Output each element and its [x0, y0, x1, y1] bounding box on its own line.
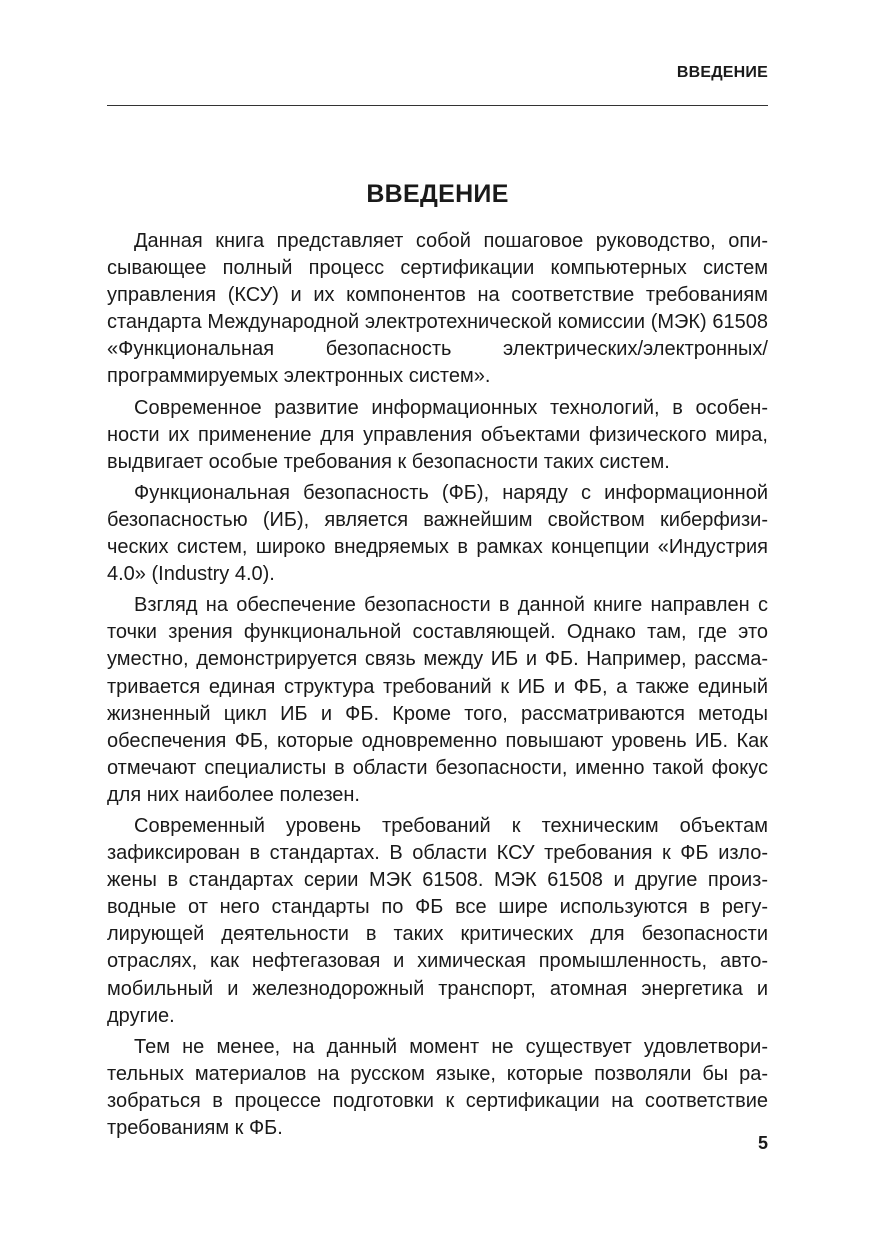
- paragraph: Тем не менее, на данный момент не существует удовлетворительных материалов на русском языке, которые позволяли бы разобраться в процессе подготовки к сертификации на соответствие требованиям к ФБ.: [107, 1035, 768, 1139]
- running-head: ВВЕДЕНИЕ: [676, 64, 768, 81]
- body-text: [107, 228, 768, 1146]
- paragraph: Современное развитие информационных технологий, в особенности их применение для управления объектами физического мира, выдвигает особые требования к безопасности таких систем.: [107, 396, 768, 473]
- paragraph: Данная книга представляет собой пошаговое руководство, описывающее полный процесс сертификации компьютерных систем управления (КСУ) и их компонентов на соответствие требованиям стандарта Международной электротехнической комиссии (МЭК) 61508 «Функциональная безопасность электрических/электронных/программируемых электронных систем».: [107, 230, 768, 388]
- page-number: 5: [757, 1133, 768, 1153]
- paragraph: Взгляд на обеспечение безопасности в данной книге направлен с точки зрения функциональной составляющей. Однако там, где это уместно, демонстрируется связь между ИБ и ФБ. Например, рассматривается единая структура требований к ИБ и ФБ, а также единый жизненный цикл ИБ и ФБ. Кроме того, рассматриваются методы обеспечения ФБ, которые одновременно повышают уровень ИБ. Как отмечают специалисты в области безопасности, именно такой фокус для них наиболее полезен.: [107, 594, 768, 806]
- chapter-title: ВВЕДЕНИЕ: [366, 180, 509, 208]
- paragraph: Функциональная безопасность (ФБ), наряду с информационной безопасностью (ИБ), является важнейшим свойством киберфизических систем, широко внедряемых в рамках концепции «Индустрия 4.0» (Industry 4.0).: [107, 481, 768, 586]
- paragraph: Современный уровень требований к техническим объектам зафиксирован в стандартах. В области КСУ требования к ФБ изложены в стандартах серии МЭК 61508. МЭК 61508 и другие производные от него стандарты по ФБ все шире используются в регулирующей деятельности в таких критических для безопасности отраслях, как нефтегазовая и химическая промышленность, автомобильный и железнодорожный транспорт, атомная энергетика и другие.: [107, 814, 768, 1027]
- header-divider: [107, 105, 768, 106]
